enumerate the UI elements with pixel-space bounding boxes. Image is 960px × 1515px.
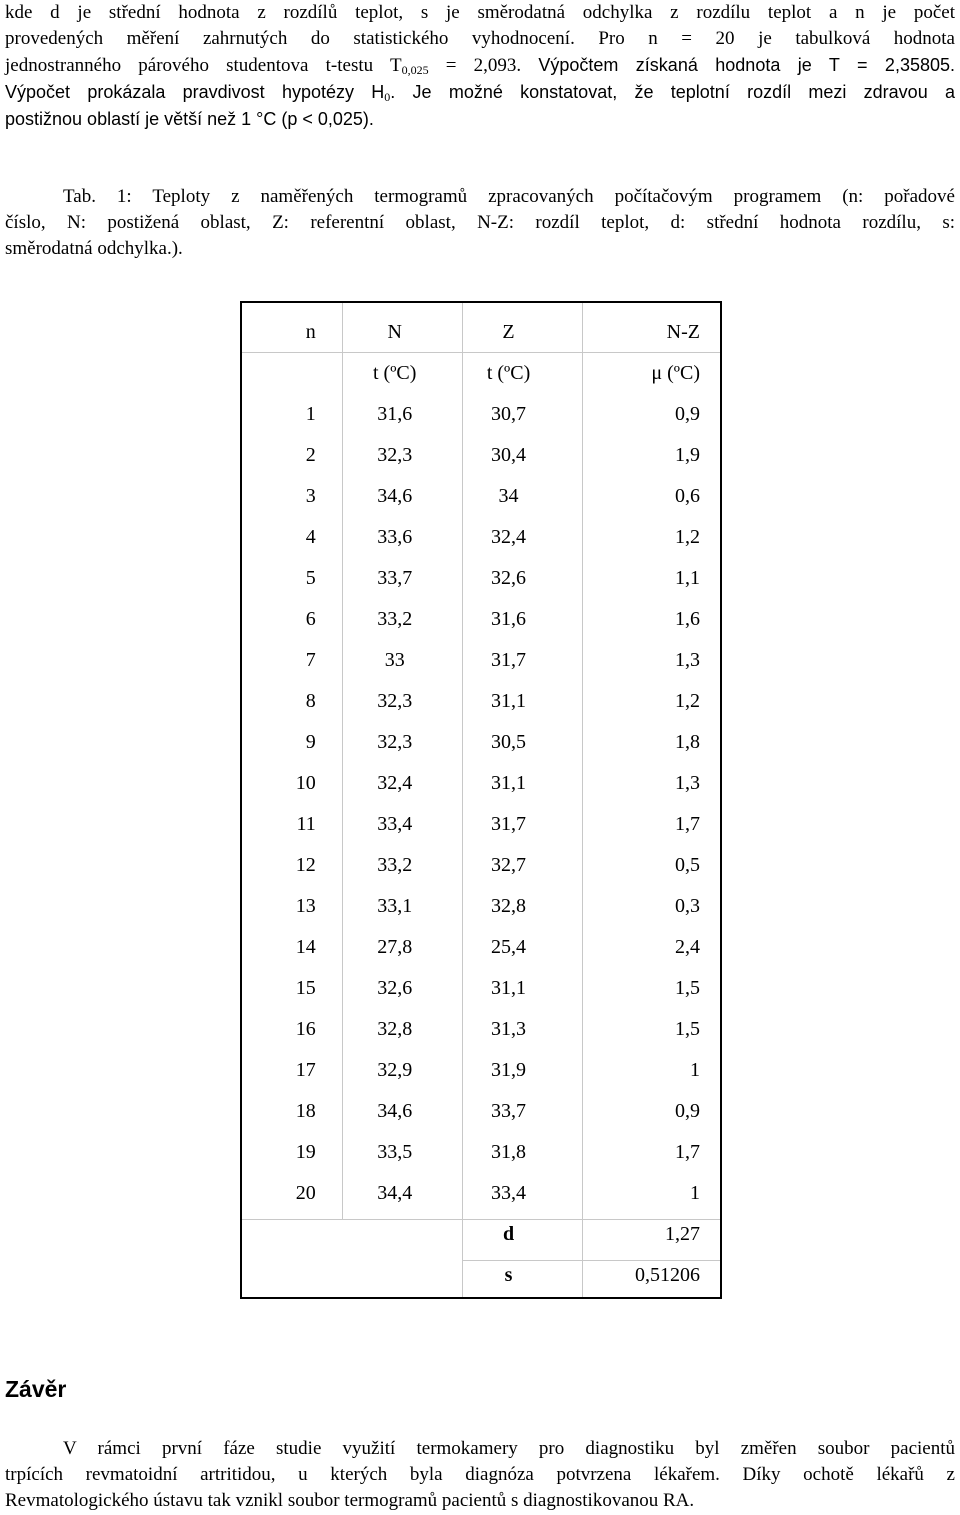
table-row (242, 845, 722, 886)
units-row (242, 353, 722, 394)
table-cell: 31,1 (491, 977, 527, 999)
summary-label: s (504, 1264, 513, 1286)
caption-line-1: Tab. 1: Teploty z naměřených termogramů zpracovaných počítačovým programem (n: pořadové (63, 186, 955, 207)
temperature-table (240, 301, 722, 1299)
table-cell: 32,3 (377, 444, 413, 466)
table-cell: 32,7 (491, 854, 527, 876)
hypothesis-text: Výpočet prokázala pravdivost hypotézy H (5, 82, 385, 102)
table-cell: 33,1 (377, 895, 413, 917)
ttest-text: jednostranného párového studentova t-testu T (5, 55, 402, 76)
table-row (242, 558, 722, 599)
table-row (242, 394, 722, 435)
table-row (242, 517, 722, 558)
table-cell: 31,7 (491, 649, 527, 671)
table-cell: 1,5 (675, 977, 700, 999)
table-cell: 1,9 (675, 444, 700, 466)
table-cell: 6 (305, 608, 316, 630)
table-cell: 15 (295, 977, 316, 999)
conclusion-text: . Je možné konstatovat, že teplotní rozdíl mezi zdravou a (390, 82, 955, 102)
table-cell: 32,3 (377, 731, 413, 753)
table-cell: 0,9 (675, 1100, 700, 1122)
table-cell: 33 (384, 649, 405, 671)
table-cell: 2 (305, 444, 316, 466)
table-row (242, 681, 722, 722)
caption-line-2: číslo, N: postižená oblast, Z: referentní oblast, N-Z: rozdíl teplot, d: střední hodnota rozdílu, s: (5, 212, 955, 233)
table-cell: 33,7 (377, 567, 413, 589)
table-cell: 0,5 (675, 854, 700, 876)
table-cell: 4 (305, 526, 316, 548)
results-line-3 (5, 52, 955, 79)
table-cell: 32,9 (377, 1059, 413, 1081)
table-cell: 31,7 (491, 813, 527, 835)
unit-NZ: μ (ºC) (651, 362, 700, 384)
table-cell: 1 (690, 1182, 700, 1204)
table-cell: 1,1 (675, 567, 700, 589)
table-row (242, 1091, 722, 1132)
table-cell: 25,4 (491, 936, 527, 958)
table-row (242, 722, 722, 763)
table-cell: 31,8 (491, 1141, 527, 1163)
table-cell: 33,4 (491, 1182, 527, 1204)
summary-value: 0,51206 (635, 1264, 700, 1286)
table-cell: 30,7 (491, 403, 527, 425)
summary-label: d (502, 1223, 515, 1245)
table-cell: 33,5 (377, 1141, 413, 1163)
conclusion-line-3: Revmatologického ústavu tak vznikl soubor termogramů pacientů s diagnostikovanou RA. (5, 1490, 695, 1511)
table-row (242, 763, 722, 804)
header-NZ: N-Z (666, 321, 700, 343)
table-cell: 27,8 (377, 936, 413, 958)
table-cell: 32,4 (491, 526, 527, 548)
header-Z: Z (502, 321, 515, 343)
table-cell: 7 (305, 649, 316, 671)
results-line-4 (5, 79, 955, 106)
table-cell: 14 (295, 936, 316, 958)
table-cell: 11 (296, 813, 316, 835)
table-cell: 1,5 (675, 1018, 700, 1040)
table-cell: 1,2 (675, 690, 700, 712)
table-cell: 31,9 (491, 1059, 527, 1081)
table-cell: 12 (295, 854, 316, 876)
table-cell: 0,9 (675, 403, 700, 425)
table-cell: 33,4 (377, 813, 413, 835)
table-cell: 19 (295, 1141, 316, 1163)
table-cell: 9 (305, 731, 316, 753)
table-cell: 5 (305, 567, 316, 589)
table-row (242, 886, 722, 927)
results-line-2: provedených měření zahrnutých do statistického vyhodnocení. Pro n = 20 je tabulková hodnota (5, 28, 955, 49)
table-row (242, 476, 722, 517)
table-row (242, 640, 722, 681)
data-table (242, 312, 722, 1296)
table-cell: 32,8 (491, 895, 527, 917)
hypothesis-subscript: 0 (384, 90, 391, 104)
conclusion-line-1: V rámci první fáze studie využití termokamery pro diagnostiku byl změřen soubor pacientů (63, 1438, 955, 1459)
table-cell: 32,8 (377, 1018, 413, 1040)
table-caption (5, 184, 955, 262)
table-row (242, 1050, 722, 1091)
table-cell: 2,4 (675, 936, 700, 958)
header-n: n (305, 321, 316, 343)
table-cell: 30,4 (491, 444, 527, 466)
table-cell: 1,6 (675, 608, 700, 630)
empty-cell (242, 1214, 338, 1255)
table-cell: 31,3 (491, 1018, 527, 1040)
table-cell: 32,6 (377, 977, 413, 999)
table-row (242, 1173, 722, 1214)
table-cell: 1,2 (675, 526, 700, 548)
table-cell: 1,7 (675, 813, 700, 835)
table-cell: 32,4 (377, 772, 413, 794)
summary-row (242, 1255, 722, 1296)
table-cell: 31,6 (491, 608, 527, 630)
table-cell: 1,8 (675, 731, 700, 753)
table-cell: 1,3 (675, 772, 700, 794)
conclusion-line-2: trpících revmatoidní artritidou, u kterých byla diagnóza potvrzena lékařem. Díky ochotě lékařů z (5, 1464, 955, 1485)
table-cell: 16 (295, 1018, 316, 1040)
table-cell: 34,4 (377, 1182, 413, 1204)
table-cell: 0,6 (675, 485, 700, 507)
ttest-value: = 2,093. (428, 55, 539, 76)
conclusion-paragraph (5, 1436, 955, 1514)
table-cell: 34 (498, 485, 519, 507)
results-paragraph (5, 0, 955, 132)
unit-N: t (ºC) (372, 362, 417, 384)
unit-Z: t (ºC) (486, 362, 531, 384)
table-cell: 32,6 (491, 567, 527, 589)
table-row (242, 599, 722, 640)
table-cell: 31,1 (491, 690, 527, 712)
table-row (242, 1132, 722, 1173)
section-heading: Závěr (5, 1376, 67, 1402)
caption-line-3: směrodatná odchylka.). (5, 238, 183, 259)
header-row (242, 312, 722, 353)
table-cell: 1,7 (675, 1141, 700, 1163)
table-row (242, 1009, 722, 1050)
table-cell: 10 (295, 772, 316, 794)
results-line-1: kde d je střední hodnota z rozdílů teplot, s je směrodatná odchylka z rozdílu teplot a n je počet (5, 2, 955, 23)
table-cell: 33,2 (377, 608, 413, 630)
table-row (242, 927, 722, 968)
header-N: N (387, 321, 402, 343)
summary-row (242, 1214, 722, 1255)
table-cell: 33,6 (377, 526, 413, 548)
table-cell: 18 (295, 1100, 316, 1122)
empty-cell (338, 1214, 452, 1255)
table-cell: 31,1 (491, 772, 527, 794)
table-cell: 30,5 (491, 731, 527, 753)
table-cell: 17 (295, 1059, 316, 1081)
table-cell: 31,6 (377, 403, 413, 425)
table-row (242, 804, 722, 845)
table-cell: 32,3 (377, 690, 413, 712)
empty-cell (242, 1255, 338, 1296)
table-row (242, 435, 722, 476)
table-cell: 1,3 (675, 649, 700, 671)
unit-n (242, 353, 338, 394)
ttest-subscript: 0,025 (401, 63, 429, 77)
table-cell: 3 (305, 485, 316, 507)
summary-value: 1,27 (665, 1223, 700, 1245)
table-row (242, 968, 722, 1009)
table-cell: 34,6 (377, 1100, 413, 1122)
table-cell: 20 (295, 1182, 316, 1204)
table-cell: 1 (305, 403, 316, 425)
empty-cell (338, 1255, 452, 1296)
results-line-5: postižnou oblastí je větší než 1 °C (p < 0,025). (5, 109, 374, 129)
table-cell: 0,3 (675, 895, 700, 917)
table-cell: 33,7 (491, 1100, 527, 1122)
table-cell: 34,6 (377, 485, 413, 507)
table-cell: 13 (295, 895, 316, 917)
table-cell: 1 (690, 1059, 700, 1081)
table-cell: 8 (305, 690, 316, 712)
computed-t-value: Výpočtem získaná hodnota je T = 2,35805. (538, 55, 956, 75)
table-cell: 33,2 (377, 854, 413, 876)
